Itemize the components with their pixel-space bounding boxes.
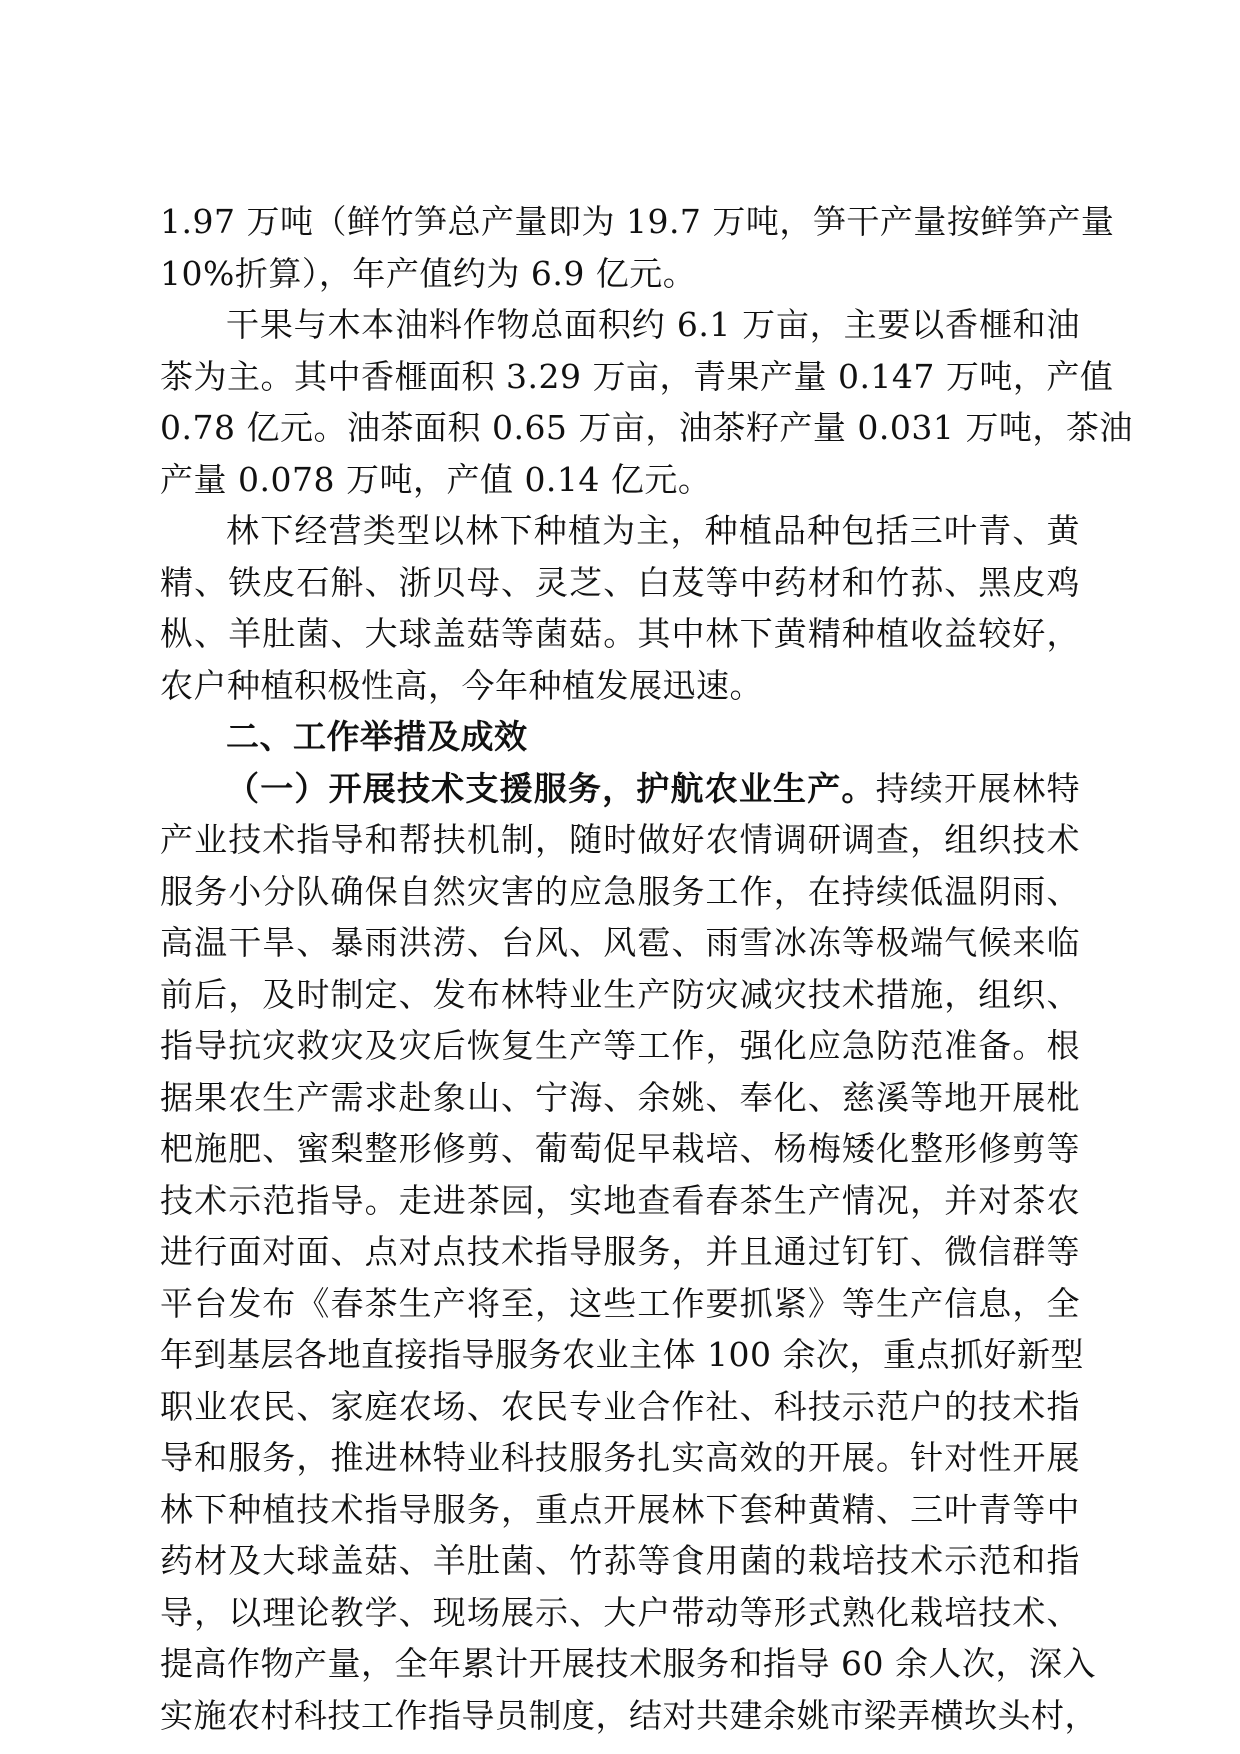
text-line: 林下经营类型以林下种植为主，种植品种包括三叶青、黄 [226,511,1080,550]
text-line: 0.78 亿元。油茶面积 0.65 万亩，油茶籽产量 0.031 万吨，茶油 [160,408,1133,447]
text-line [160,763,1080,815]
text-line: 职业农民、家庭农场、农民专业合作社、科技示范户的技术指 [160,1386,1080,1426]
text-line: 农户种植积极性高，今年种植发展迅速。 [160,665,763,705]
text-line: 实施农村科技工作指导员制度，结对共建余姚市梁弄横坎头村， [160,1695,1098,1735]
section-heading: 二、工作举措及成效 [226,717,528,756]
text-line: 提高作物产量，全年累计开展技术服务和指导 60 余人次，深入 [160,1644,1096,1683]
text-line: 1.97 万吨（鲜竹笋总产量即为 19.7 万吨，笋干产量按鲜笋产量 [160,202,1115,241]
text-line: 指导抗灾救灾及灾后恢复生产等工作，强化应急防范准备。根 [160,1026,1080,1065]
text-line: 干果与木本油料作物总面积约 6.1 万亩，主要以香榧和油 [226,305,1080,344]
paragraph-dried-fruit-oil-crops [160,299,1133,505]
paragraph-bamboo-output [160,196,1115,299]
text-line: 平台发布《春茶生产将至，这些工作要抓紧》等生产信息，全 [160,1283,1080,1323]
text-line: 茶为主。其中香榧面积 3.29 万亩，青果产量 0.147 万吨，产值 [160,356,1114,396]
text-line: 10%折算），年产值约为 6.9 亿元。 [160,253,697,293]
paragraph-understory-planting [160,505,1080,711]
text-line: 产量 0.078 万吨，产值 0.14 亿元。 [160,459,712,499]
text-line: 林下种植技术指导服务，重点开展林下套种黄精、三叶青等中 [160,1489,1080,1529]
text-line: 高温干旱、暴雨洪涝、台风、风雹、雨雪冰冻等极端气候来临 [160,923,1080,962]
paragraph-technical-support [160,763,1098,1742]
text-line: 枞、羊肚菌、大球盖菇等菌菇。其中林下黄精种植收益较好， [160,614,1080,653]
text-line: 精、铁皮石斛、浙贝母、灵芝、白芨等中药材和竹荪、黑皮鸡 [160,562,1080,602]
text-line: 导，以理论教学、现场展示、大户带动等形式熟化栽培技术、 [160,1592,1080,1632]
text-line: 导和服务，推进林特业科技服务扎实高效的开展。针对性开展 [160,1438,1080,1477]
document-page [160,196,1133,1741]
text-line: 技术示范指导。走进茶园，实地查看春茶生产情况，并对茶农 [160,1180,1080,1220]
text-line: 据果农生产需求赴象山、宁海、余姚、奉化、慈溪等地开展枇 [160,1077,1080,1117]
text-line: 进行面对面、点对点技术指导服务，并且通过钉钉、微信群等 [160,1232,1080,1271]
text-run: 持续开展林特 [875,768,1080,808]
text-line: 产业技术指导和帮扶机制，随时做好农情调研调查，组织技术 [160,820,1080,859]
text-line: 药材及大球盖菇、羊肚菌、竹荪等食用菌的栽培技术示范和指 [160,1541,1080,1580]
text-line: 服务小分队确保自然灾害的应急服务工作，在持续低温阴雨、 [160,871,1080,911]
text-line: 年到基层各地直接指导服务农业主体 100 余次，重点抓好新型 [160,1335,1084,1374]
subsection-title: （一）开展技术支援服务，护航农业生产。 [226,768,876,808]
text-line: 杷施肥、蜜梨整形修剪、葡萄促早栽培、杨梅矮化整形修剪等 [160,1129,1080,1168]
text-line: 前后，及时制定、发布林特业生产防灾减灾技术措施，组织、 [160,974,1080,1014]
